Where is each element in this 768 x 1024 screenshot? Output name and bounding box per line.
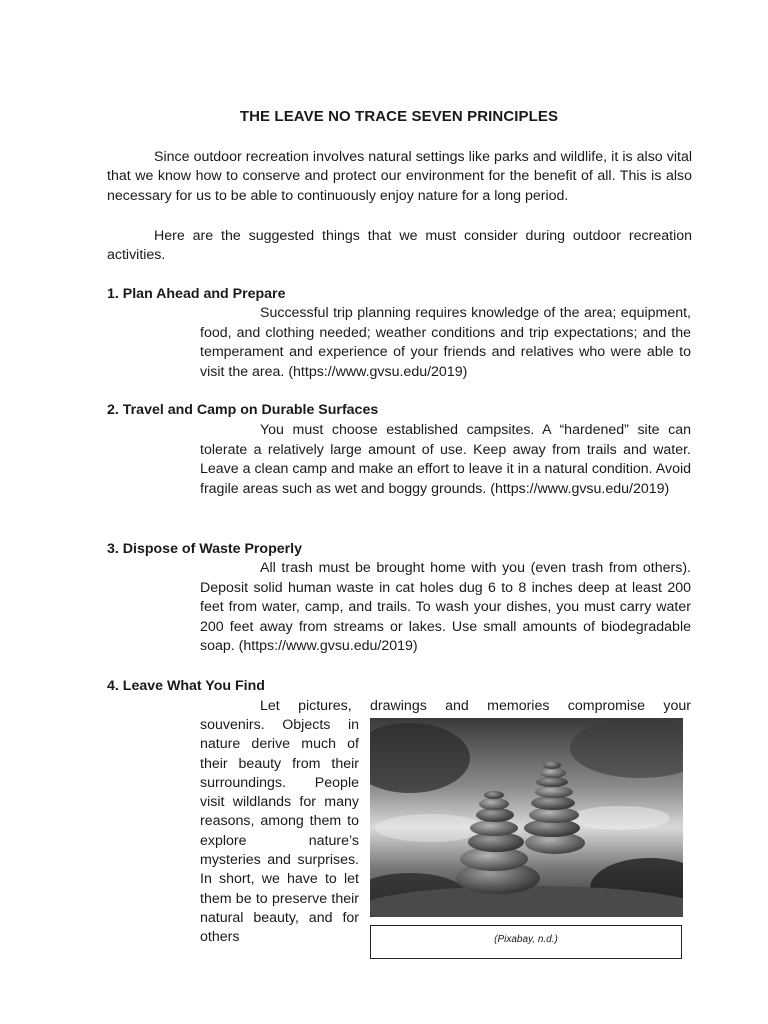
section-heading-dispose-waste: 3. Dispose of Waste Properly [107, 541, 303, 557]
page-title: THE LEAVE NO TRACE SEVEN PRINCIPLES [239, 108, 559, 125]
intro-paragraph-1: Since outdoor recreation involves natural settings like parks and wildlife, it is also vital that we know how to conserve and protect our environment for the benefit of all. This is also necessary for us to be able to continuously enjoy nature for a long period. [107, 149, 692, 204]
section-body-leave-first-line [200, 697, 691, 717]
section-heading-plan-ahead: 1. Plan Ahead and Prepare [107, 286, 286, 302]
stacked-stones-photo [370, 718, 683, 917]
section-heading-travel-camp: 2. Travel and Camp on Durable Surfaces [107, 402, 379, 418]
section-text: Let pictures, drawings and memories compromise your [260, 698, 691, 714]
section-body-dispose-waste [200, 559, 691, 657]
section-heading-leave-what-you-find: 4. Leave What You Find [107, 678, 265, 694]
section-body-leave-side: souvenirs. Objects in nature derive much of their beauty from their surroundings. People visit wildlands for many reasons, among them to explore nature’s mysteries and surprises. In short, we have to let them be to preserve their natural beauty, and for others [200, 717, 359, 946]
stacked-stones-icon [370, 718, 683, 917]
section-text: You must choose established campsites. A “hardened” site can tolerate a relatively large amount of use. Keep away from trails and water. Leave a clean camp and make an effort to leave it in a natural condition. Avoid fragile areas such as wet and boggy grounds. (https://www.gvsu.edu/2019) [200, 422, 691, 497]
section-text: Successful trip planning requires knowledge of the area; equipment, food, and clothing needed; weather conditions and trip expectations; and the temperament and experience of your friends and relatives who were able to visit the area. (https://www.gvsu.edu/2019) [200, 305, 691, 380]
section-body-plan-ahead [200, 304, 691, 382]
figure-caption-box [370, 925, 682, 959]
figure-caption: (Pixabay, n.d.) [494, 934, 558, 945]
section-body-travel-camp [200, 421, 691, 499]
section-text: All trash must be brought home with you (even trash from others). Deposit solid human waste in cat holes dug 6 to 8 inches deep at least 200 feet from water, camp, and trails. To wash your dishes, you must carry water 200 feet away from streams or lakes. Use small amounts of biodegradable soap. (https://www.gvsu.edu/2019) [200, 560, 691, 655]
intro-paragraph-2: Here are the suggested things that we must consider during outdoor recreation activities. [107, 228, 692, 264]
